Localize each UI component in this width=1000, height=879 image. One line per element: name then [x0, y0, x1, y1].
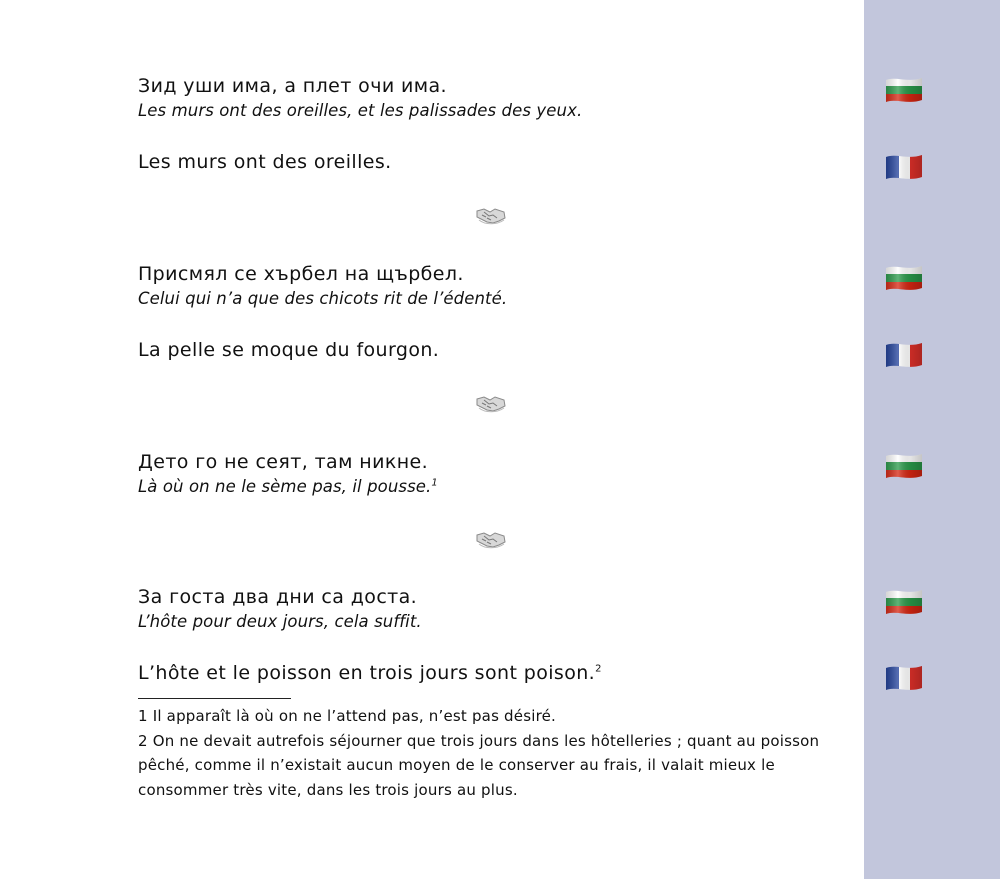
french-flag-icon — [884, 664, 924, 692]
bulgarian-proverb: Присмял се хърбел на щърбел. — [138, 263, 464, 285]
bulgarian-flag-icon — [884, 588, 924, 616]
bulgarian-proverb: Дето го не сеят, там никне. — [138, 451, 429, 473]
footnote: 1 Il apparaît là où on ne l’attend pas, n’est pas désiré. — [138, 707, 557, 725]
literal-translation: Celui qui n’a que des chicots rit de l’édenté. — [138, 289, 508, 308]
bulgarian-proverb: Зид уши има, а плет очи има. — [138, 75, 447, 97]
sidebar-panel — [864, 0, 1000, 879]
footnote-divider — [138, 698, 291, 699]
french-equivalent: La pelle se moque du fourgon. — [138, 339, 440, 361]
bulgarian-flag-icon — [884, 452, 924, 480]
french-equivalent: Les murs ont des oreilles. — [138, 151, 392, 173]
footnotes — [138, 704, 838, 802]
footnote: 2 On ne devait autrefois séjourner que trois jours dans les hôtelleries ; quant au poisson pêché, comme il n’existait aucun moyen de le conserver au frais, il valait mieux le consommer très vite, dans les trois jours au plus. — [138, 731, 820, 799]
french-equivalent: L’hôte et le poisson en trois jours sont poison.$^2$ — [138, 662, 602, 684]
french-flag-icon — [884, 153, 924, 181]
handshake-icon — [475, 203, 507, 225]
footnote-ref: 1 — [431, 477, 438, 489]
handshake-icon — [475, 527, 507, 549]
bulgarian-proverb: За госта два дни са доста. — [138, 586, 418, 608]
handshake-icon — [475, 391, 507, 413]
footnote-ref: 2 — [595, 663, 602, 675]
french-flag-icon — [884, 341, 924, 369]
bulgarian-flag-icon — [884, 264, 924, 292]
literal-translation: L’hôte pour deux jours, cela suffit. — [138, 612, 422, 631]
bulgarian-flag-icon — [884, 76, 924, 104]
literal-translation: Les murs ont des oreilles, et les palissades des yeux. — [138, 101, 583, 120]
literal-translation: Là où on ne le sème pas, il pousse.$^1$ — [138, 477, 438, 496]
